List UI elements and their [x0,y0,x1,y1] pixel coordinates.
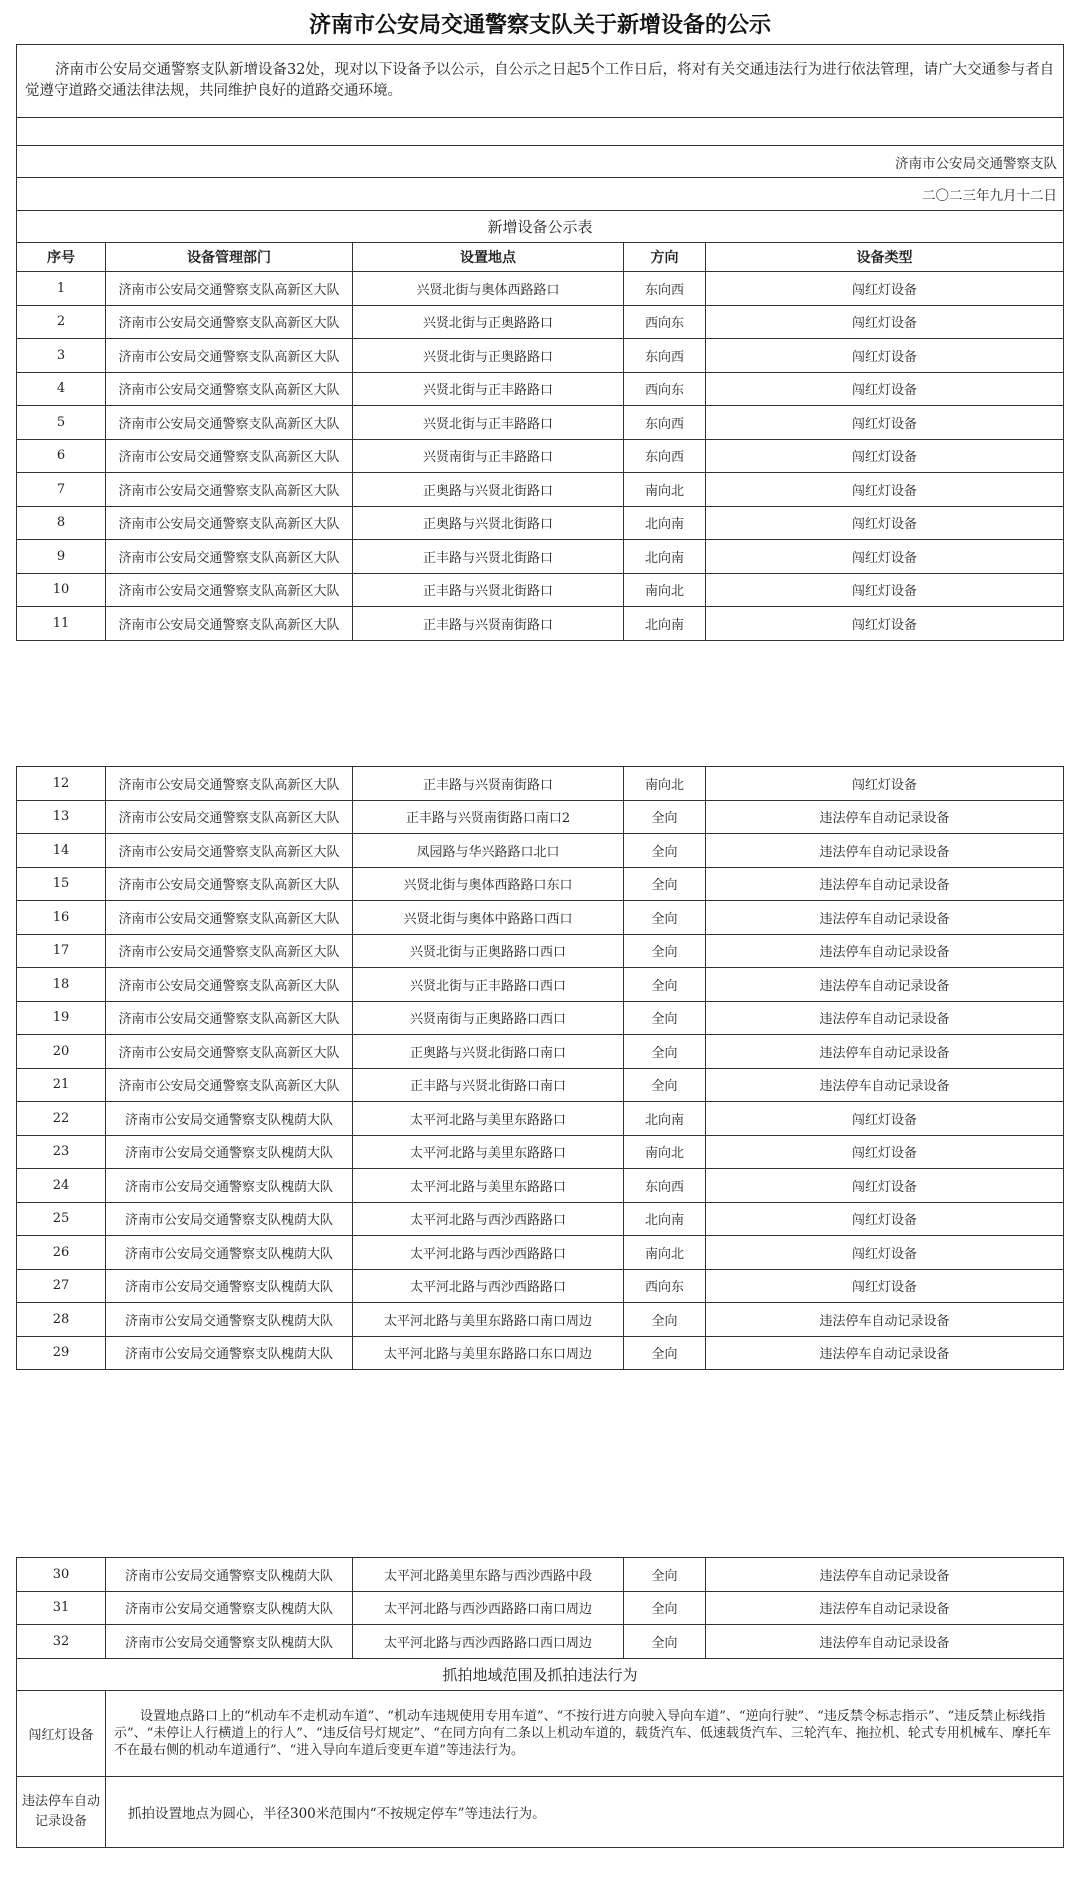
row-index: 22 [17,1102,106,1136]
row-index: 2 [17,305,106,339]
row-location: 太平河北路与西沙西路路口 [353,1269,624,1303]
row-device-type: 违法停车自动记录设备 [706,1068,1064,1102]
row-location: 兴贤北街与正丰路路口西口 [353,968,624,1002]
rows-body-3 [17,1558,1064,1659]
row-location: 兴贤北街与正奥路路口 [353,339,624,373]
notice-table-part-1 [16,44,1064,641]
row-location: 兴贤北街与奥体西路路口东口 [353,867,624,901]
row-direction: 南向北 [624,1135,706,1169]
row-direction: 北向南 [624,1202,706,1236]
table-row [17,834,1064,868]
row-index: 12 [17,767,106,801]
row-direction: 西向东 [624,372,706,406]
row-department: 济南市公安局交通警察支队槐荫大队 [106,1625,353,1659]
row-device-type: 闯红灯设备 [706,1236,1064,1270]
row-direction: 全向 [624,1558,706,1592]
table-row [17,305,1064,339]
row-location: 兴贤北街与奥体中路路口西口 [353,901,624,935]
row-index: 13 [17,800,106,834]
table-row [17,1303,1064,1337]
row-direction: 西向东 [624,305,706,339]
notice-table-part-3 [16,1557,1064,1848]
table-row [17,473,1064,507]
row-department: 济南市公安局交通警察支队高新区大队 [106,767,353,801]
row-index: 11 [17,607,106,641]
row-index: 8 [17,506,106,540]
row-department: 济南市公安局交通警察支队高新区大队 [106,1001,353,1035]
row-location: 太平河北路与美里东路路口 [353,1102,624,1136]
behavior-title: 抓拍地域范围及抓拍违法行为 [17,1658,1064,1690]
row-department: 济南市公安局交通警察支队高新区大队 [106,540,353,574]
row-direction: 东向西 [624,439,706,473]
row-index: 17 [17,934,106,968]
row-department: 济南市公安局交通警察支队高新区大队 [106,867,353,901]
row-location: 太平河北路与美里东路路口 [353,1135,624,1169]
row-direction: 北向南 [624,1102,706,1136]
column-header-department: 设备管理部门 [106,243,353,272]
row-department: 济南市公安局交通警察支队槐荫大队 [106,1135,353,1169]
row-department: 济南市公安局交通警察支队槐荫大队 [106,1336,353,1370]
behavior-desc-red-light [106,1690,1064,1776]
row-index: 26 [17,1236,106,1270]
table-row [17,1068,1064,1102]
row-device-type: 违法停车自动记录设备 [706,1625,1064,1659]
row-direction: 北向南 [624,607,706,641]
row-index: 23 [17,1135,106,1169]
row-direction: 全向 [624,834,706,868]
row-device-type: 违法停车自动记录设备 [706,901,1064,935]
column-header-direction: 方向 [624,243,706,272]
row-department: 济南市公安局交通警察支队高新区大队 [106,305,353,339]
row-index: 15 [17,867,106,901]
row-device-type: 违法停车自动记录设备 [706,800,1064,834]
row-device-type: 闯红灯设备 [706,506,1064,540]
table-row [17,540,1064,574]
row-direction: 全向 [624,934,706,968]
publish-date: 二〇二三年九月十二日 [17,178,1064,211]
row-index: 30 [17,1558,106,1592]
table-title: 新增设备公示表 [17,211,1064,243]
row-location: 正丰路与兴贤北街路口南口 [353,1068,624,1102]
row-device-type: 闯红灯设备 [706,339,1064,373]
row-device-type: 闯红灯设备 [706,1102,1064,1136]
row-department: 济南市公安局交通警察支队槐荫大队 [106,1169,353,1203]
row-department: 济南市公安局交通警察支队高新区大队 [106,607,353,641]
row-direction: 东向西 [624,406,706,440]
row-department: 济南市公安局交通警察支队高新区大队 [106,1068,353,1102]
row-department: 济南市公安局交通警察支队高新区大队 [106,934,353,968]
notice-table-part-2 [16,766,1064,1370]
row-device-type: 违法停车自动记录设备 [706,1035,1064,1069]
row-device-type: 闯红灯设备 [706,607,1064,641]
table-row [17,372,1064,406]
row-index: 4 [17,372,106,406]
row-location: 正奥路与兴贤北街路口 [353,473,624,507]
table-row [17,1558,1064,1592]
row-department: 济南市公安局交通警察支队槐荫大队 [106,1269,353,1303]
row-device-type: 闯红灯设备 [706,1169,1064,1203]
row-location: 太平河北路与美里东路路口 [353,1169,624,1203]
row-direction: 全向 [624,1336,706,1370]
row-device-type: 违法停车自动记录设备 [706,1303,1064,1337]
row-direction: 东向西 [624,272,706,306]
row-device-type: 闯红灯设备 [706,1135,1064,1169]
row-direction: 全向 [624,800,706,834]
signature: 济南市公安局交通警察支队 [17,146,1064,178]
column-header-location: 设置地点 [353,243,624,272]
row-location: 太平河北路与西沙西路路口 [353,1202,624,1236]
row-device-type: 闯红灯设备 [706,439,1064,473]
row-department: 济南市公安局交通警察支队高新区大队 [106,339,353,373]
column-header-device-type: 设备类型 [706,243,1064,272]
row-department: 济南市公安局交通警察支队高新区大队 [106,968,353,1002]
row-direction: 南向北 [624,767,706,801]
row-location: 正丰路与兴贤北街路口 [353,573,624,607]
row-department: 济南市公安局交通警察支队高新区大队 [106,272,353,306]
row-device-type: 闯红灯设备 [706,1202,1064,1236]
row-device-type: 违法停车自动记录设备 [706,968,1064,1002]
row-department: 济南市公安局交通警察支队高新区大队 [106,473,353,507]
rows-body-2 [17,767,1064,1370]
row-location: 正丰路与兴贤北街路口 [353,540,624,574]
row-direction: 全向 [624,1303,706,1337]
row-device-type: 闯红灯设备 [706,540,1064,574]
row-direction: 南向北 [624,1236,706,1270]
row-department: 济南市公安局交通警察支队高新区大队 [106,506,353,540]
row-direction: 南向北 [624,573,706,607]
row-department: 济南市公安局交通警察支队槐荫大队 [106,1202,353,1236]
row-direction: 西向东 [624,1269,706,1303]
row-department: 济南市公安局交通警察支队高新区大队 [106,372,353,406]
row-index: 31 [17,1591,106,1625]
row-direction: 北向南 [624,540,706,574]
table-row [17,339,1064,373]
behavior-desc-red-light-text: 设置地点路口上的“机动车不走机动车道”、“机动车违规使用专用车道”、“不按行进方向驶入导向车道”、“逆向行驶”、“违反禁令标志指示”、“违反禁止标线指示”、“未停让人行横道上的行人”、“违反信号灯规定”、“在同方向有二条以上机动车道的，载货汽车、低速载货汽车、三轮汽车、拖拉机、轮式专用机械车、摩托车不在最右侧的机动车道通行”、“进入导向车道后变更车道”等违法行为。 [114,1708,1051,1758]
row-location: 太平河北路与西沙西路路口南口周边 [353,1591,624,1625]
row-direction: 南向北 [624,473,706,507]
table-row [17,1001,1064,1035]
row-location: 太平河北路与美里东路路口南口周边 [353,1303,624,1337]
table-row [17,573,1064,607]
row-index: 19 [17,1001,106,1035]
row-direction: 北向南 [624,506,706,540]
row-department: 济南市公安局交通警察支队槐荫大队 [106,1102,353,1136]
row-location: 兴贤北街与正奥路路口 [353,305,624,339]
table-row [17,272,1064,306]
table-row [17,406,1064,440]
row-location: 太平河北路与美里东路路口东口周边 [353,1336,624,1370]
row-location: 凤园路与华兴路路口北口 [353,834,624,868]
behavior-type-red-light: 闯红灯设备 [17,1690,106,1776]
row-device-type: 闯红灯设备 [706,372,1064,406]
row-device-type: 闯红灯设备 [706,406,1064,440]
table-row [17,968,1064,1002]
row-location: 兴贤南街与正丰路路口 [353,439,624,473]
row-device-type: 闯红灯设备 [706,573,1064,607]
row-direction: 东向西 [624,1169,706,1203]
row-direction: 全向 [624,1001,706,1035]
row-location: 兴贤北街与正丰路路口 [353,372,624,406]
table-row [17,506,1064,540]
row-location: 太平河北路与西沙西路路口西口周边 [353,1625,624,1659]
row-direction: 全向 [624,1035,706,1069]
table-row [17,1102,1064,1136]
row-location: 正丰路与兴贤南街路口南口2 [353,800,624,834]
row-location: 正奥路与兴贤北街路口 [353,506,624,540]
behavior-type-parking: 违法停车自动记录设备 [17,1776,106,1847]
row-department: 济南市公安局交通警察支队槐荫大队 [106,1591,353,1625]
row-location: 太平河北路美里东路与西沙西路中段 [353,1558,624,1592]
table-row [17,867,1064,901]
row-index: 21 [17,1068,106,1102]
table-row [17,1236,1064,1270]
table-row [17,901,1064,935]
row-department: 济南市公安局交通警察支队高新区大队 [106,406,353,440]
row-index: 18 [17,968,106,1002]
row-device-type: 闯红灯设备 [706,767,1064,801]
row-index: 29 [17,1336,106,1370]
row-index: 5 [17,406,106,440]
row-device-type: 违法停车自动记录设备 [706,1558,1064,1592]
row-location: 兴贤南街与正奥路路口西口 [353,1001,624,1035]
row-direction: 全向 [624,1625,706,1659]
table-row [17,439,1064,473]
row-index: 7 [17,473,106,507]
rows-body-1 [17,272,1064,641]
row-device-type: 违法停车自动记录设备 [706,934,1064,968]
row-index: 9 [17,540,106,574]
row-index: 14 [17,834,106,868]
table-row [17,934,1064,968]
row-device-type: 违法停车自动记录设备 [706,1591,1064,1625]
row-device-type: 闯红灯设备 [706,473,1064,507]
intro-text: 济南市公安局交通警察支队新增设备32处，现对以下设备予以公示，自公示之日起5个工作日后，将对有关交通违法行为进行依法管理，请广大交通参与者自觉遵守道路交通法律法规，共同维护良好的道路交通环境。 [25,62,1055,99]
behavior-desc-parking: 抓拍设置地点为圆心，半径300米范围内“不按规定停车”等违法行为。 [106,1776,1064,1847]
table-row [17,800,1064,834]
table-row [17,1625,1064,1659]
table-row [17,767,1064,801]
row-direction: 全向 [624,867,706,901]
row-device-type: 闯红灯设备 [706,1269,1064,1303]
row-department: 济南市公安局交通警察支队高新区大队 [106,800,353,834]
page-title: 济南市公安局交通警察支队关于新增设备的公示 [308,13,771,38]
column-header-index: 序号 [17,243,106,272]
row-department: 济南市公安局交通警察支队槐荫大队 [106,1303,353,1337]
row-department: 济南市公安局交通警察支队槐荫大队 [106,1558,353,1592]
row-department: 济南市公安局交通警察支队高新区大队 [106,834,353,868]
intro-paragraph [17,45,1064,118]
row-location: 兴贤北街与正丰路路口 [353,406,624,440]
row-department: 济南市公安局交通警察支队高新区大队 [106,439,353,473]
row-index: 25 [17,1202,106,1236]
row-location: 正丰路与兴贤南街路口 [353,767,624,801]
row-index: 10 [17,573,106,607]
table-row [17,1135,1064,1169]
row-department: 济南市公安局交通警察支队高新区大队 [106,901,353,935]
row-device-type: 闯红灯设备 [706,272,1064,306]
table-row [17,607,1064,641]
table-row [17,1591,1064,1625]
row-index: 28 [17,1303,106,1337]
row-device-type: 违法停车自动记录设备 [706,1336,1064,1370]
row-index: 6 [17,439,106,473]
row-location: 正丰路与兴贤南街路口 [353,607,624,641]
row-direction: 全向 [624,968,706,1002]
row-department: 济南市公安局交通警察支队槐荫大队 [106,1236,353,1270]
row-index: 3 [17,339,106,373]
row-device-type: 闯红灯设备 [706,305,1064,339]
row-device-type: 违法停车自动记录设备 [706,1001,1064,1035]
row-location: 太平河北路与西沙西路路口 [353,1236,624,1270]
table-row [17,1269,1064,1303]
row-direction: 全向 [624,1068,706,1102]
row-direction: 全向 [624,901,706,935]
table-row [17,1169,1064,1203]
row-index: 24 [17,1169,106,1203]
row-index: 32 [17,1625,106,1659]
row-location: 兴贤北街与正奥路路口西口 [353,934,624,968]
row-direction: 东向西 [624,339,706,373]
row-index: 16 [17,901,106,935]
row-index: 27 [17,1269,106,1303]
row-device-type: 违法停车自动记录设备 [706,834,1064,868]
row-location: 兴贤北街与奥体西路路口 [353,272,624,306]
table-row [17,1202,1064,1236]
row-direction: 全向 [624,1591,706,1625]
row-index: 20 [17,1035,106,1069]
row-department: 济南市公安局交通警察支队高新区大队 [106,1035,353,1069]
table-row [17,1035,1064,1069]
row-location: 正奥路与兴贤北街路口南口 [353,1035,624,1069]
row-index: 1 [17,272,106,306]
table-row [17,1336,1064,1370]
row-department: 济南市公安局交通警察支队高新区大队 [106,573,353,607]
row-device-type: 违法停车自动记录设备 [706,867,1064,901]
